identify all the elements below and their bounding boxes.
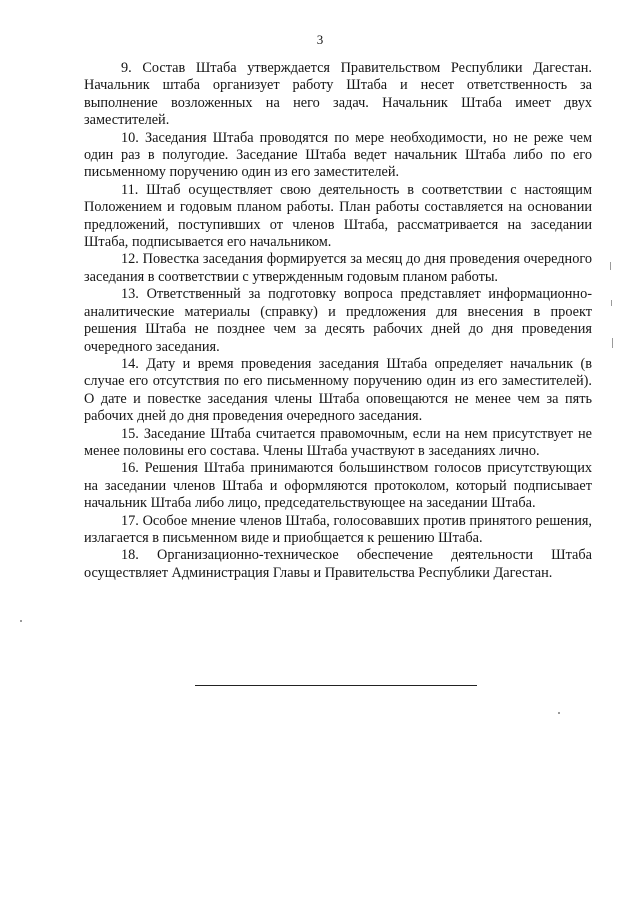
- scan-mark: [610, 262, 611, 270]
- scan-mark: [612, 338, 613, 348]
- document-body: [84, 60, 592, 582]
- scan-mark: [20, 620, 22, 622]
- page-number: 3: [316, 32, 324, 47]
- scan-mark: [611, 300, 612, 306]
- paragraph-13: 13. Ответственный за подготовку вопроса представляет информационно-аналитические материалы (справку) и предложения для внесения в проект решения Штаба не позднее чем за десять рабочих дней до дня проведения очередного заседания.: [84, 286, 592, 355]
- paragraph-14: 14. Дату и время проведения заседания Штаба определяет начальник (в случае его отсутствия по его письменному поручению один из его заместителей). О дате и повестке заседания члены Штаба оповещаются не менее чем за пять рабочих дней до дня проведения очередного заседания.: [84, 355, 592, 425]
- paragraph-11: 11. Штаб осуществляет свою деятельность в соответствии с настоящим Положением и годовым планом работы. План работы составляется на основании предложений, поступивших от членов Штаба, рассматривается на заседании Штаба, подписывается его начальником.: [84, 181, 592, 251]
- scan-mark: [558, 712, 560, 714]
- paragraph-12: 12. Повестка заседания формируется за месяц до дня проведения очередного заседания в соответствии с утвержденным годовым планом работы.: [84, 251, 592, 285]
- end-divider-line: [195, 685, 477, 686]
- paragraph-10: 10. Заседания Штаба проводятся по мере необходимости, но не реже чем один раз в полугодие. Заседание Штаба ведет начальник Штаба либо по его письменному поручению один из его заместителей.: [84, 129, 592, 181]
- paragraph-9: 9. Состав Штаба утверждается Правительством Республики Дагестан. Начальник штаба организует работу Штаба и несет ответственность за выполнение возложенных на него задач. Начальник Штаба имеет двух заместителей.: [84, 60, 592, 129]
- paragraph-18: 18. Организационно-техническое обеспечение деятельности Штаба осуществляет Администрация Главы и Правительства Республики Дагестан.: [84, 547, 592, 581]
- paragraph-16: 16. Решения Штаба принимаются большинством голосов присутствующих на заседании членов Штаба и оформляются протоколом, который подписывает начальник Штаба либо лицо, председательствующее на заседании Штаба.: [84, 460, 592, 512]
- paragraph-15: 15. Заседание Штаба считается правомочным, если на нем присутствует не менее половины его состава. Члены Штаба участвуют в заседаниях лично.: [84, 425, 592, 459]
- paragraph-17: 17. Особое мнение членов Штаба, голосовавших против принятого решения, излагается в письменном виде и приобщается к решению Штаба.: [84, 512, 592, 546]
